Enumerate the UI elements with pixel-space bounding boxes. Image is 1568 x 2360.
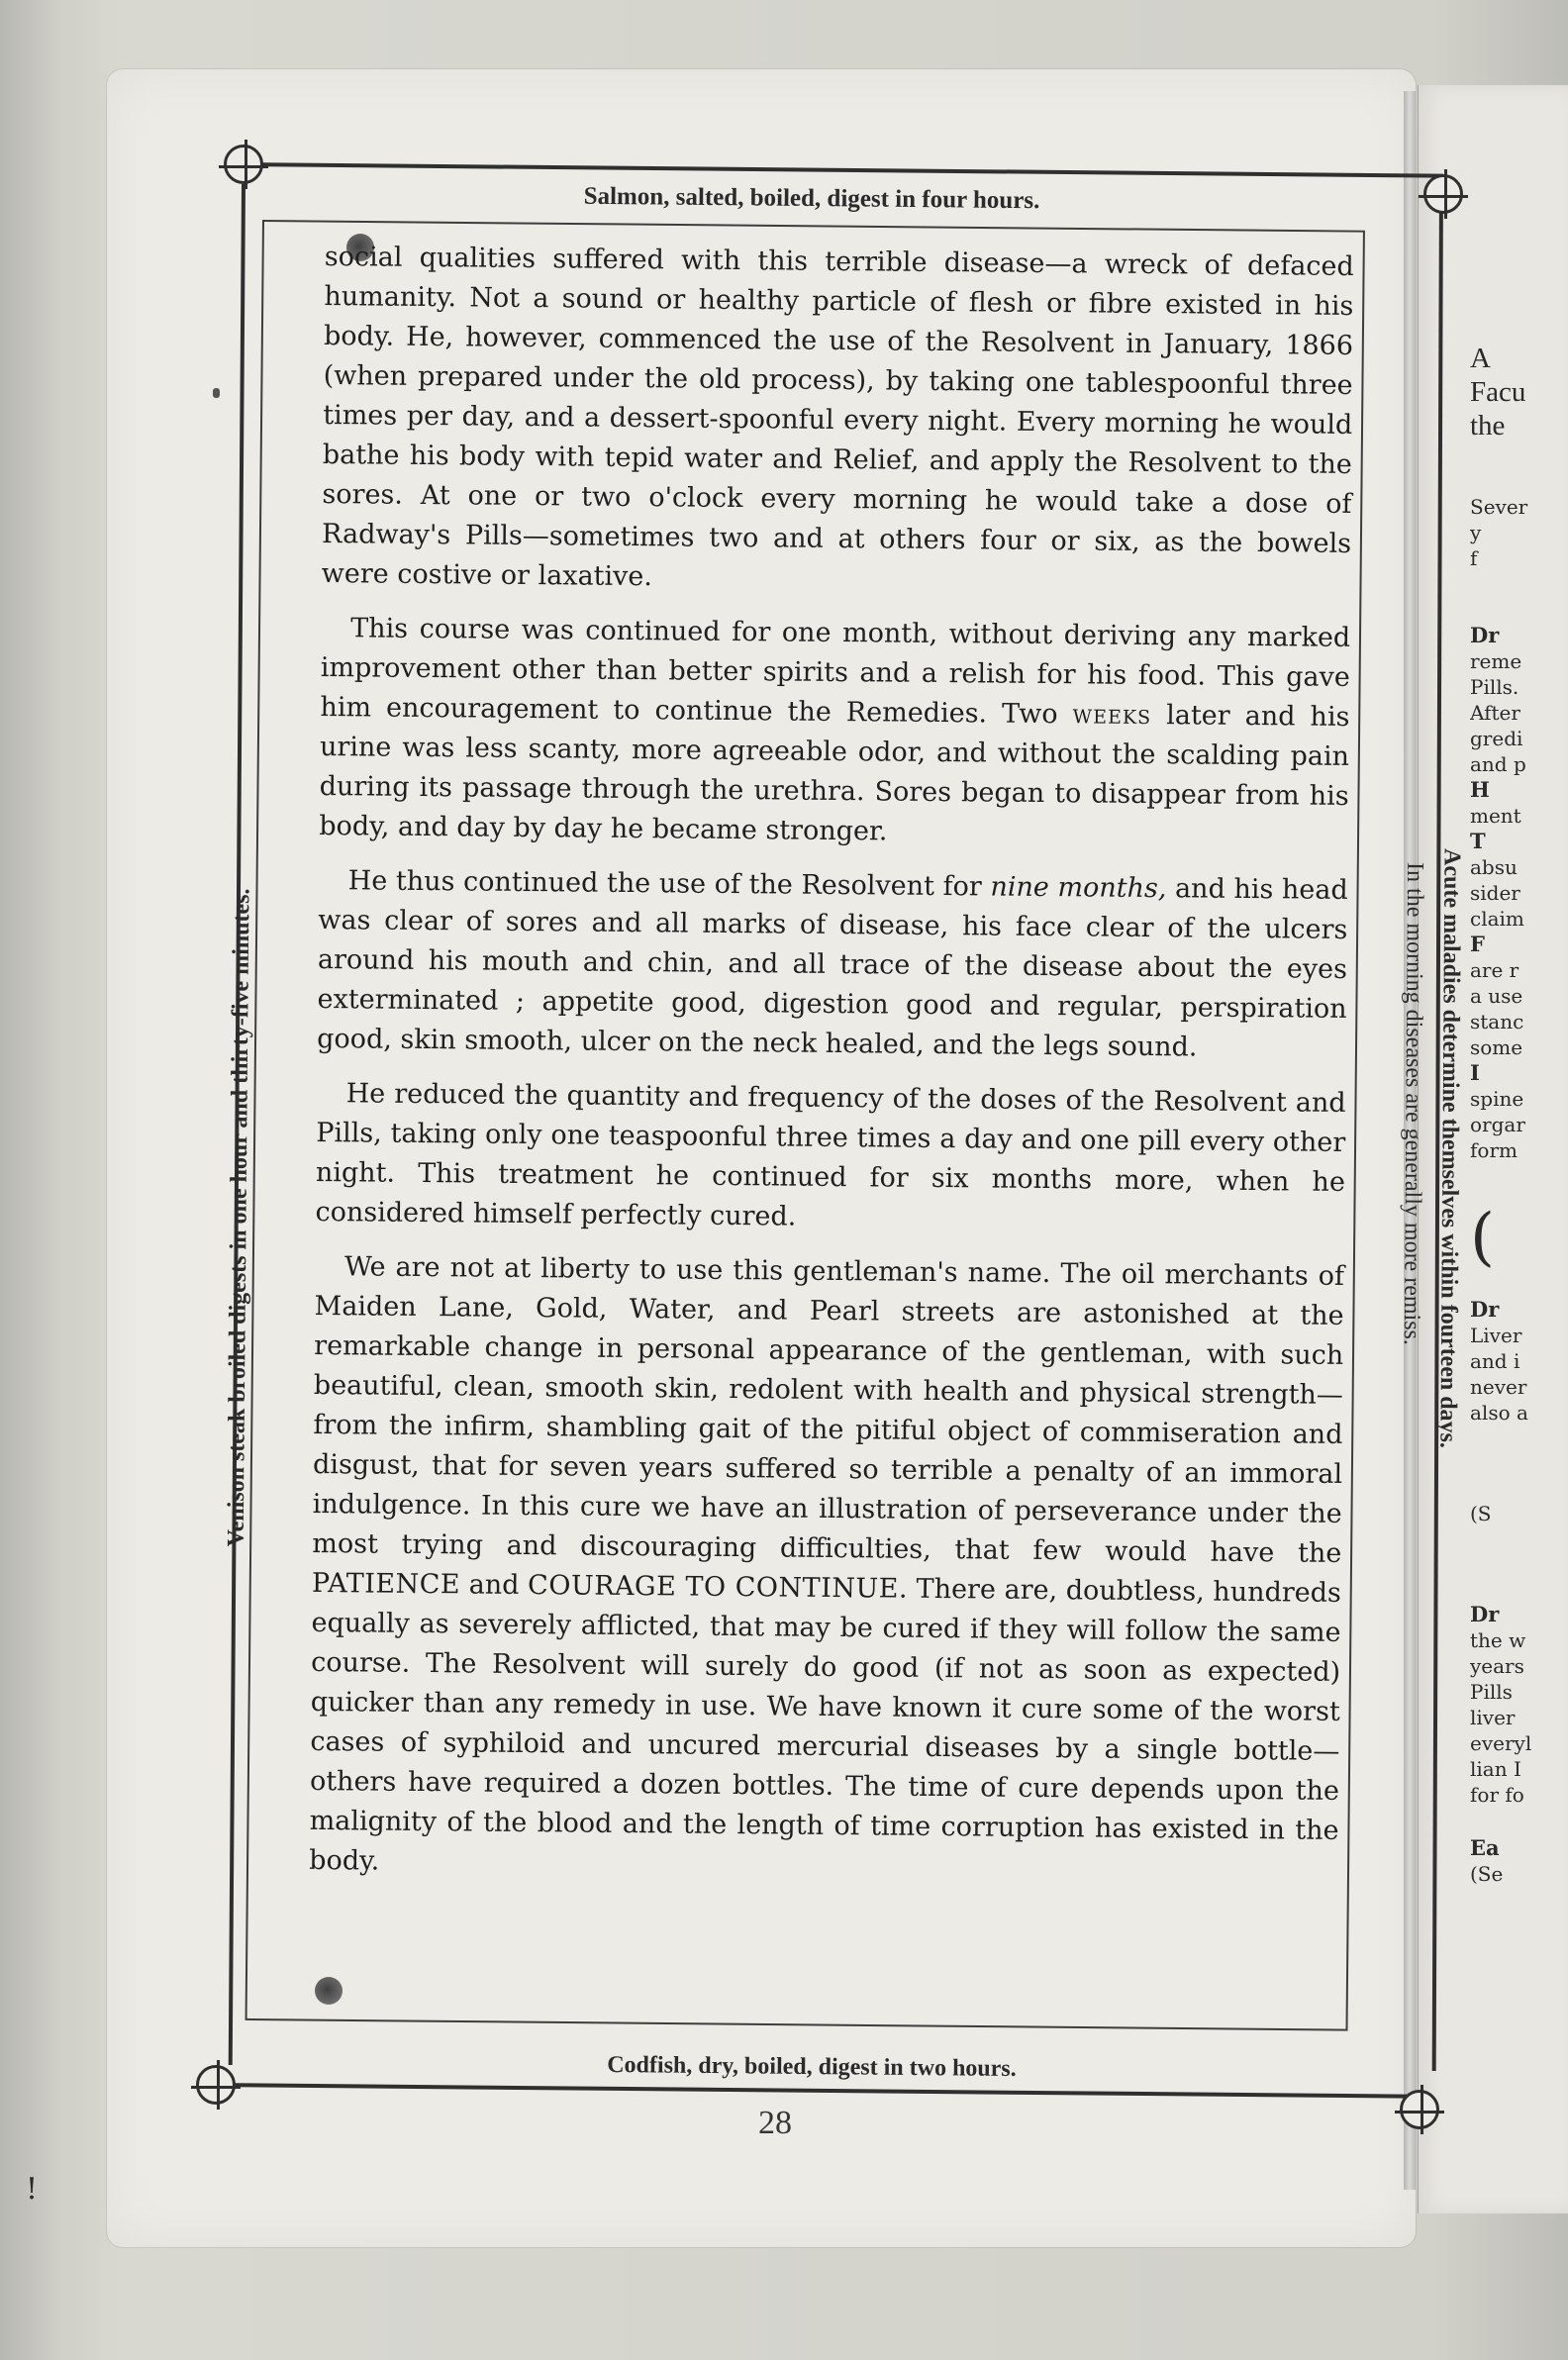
right-fragment-line-41: lian I: [1470, 1757, 1521, 1781]
right-fragment-line-36: the w: [1470, 1628, 1526, 1652]
left-edge-mark: !: [26, 2172, 39, 2207]
left-margin-text: Venison steak broiled digests in one hour and thirty-five minutes.: [223, 888, 255, 1547]
right-fragment-line-42: for fo: [1470, 1783, 1524, 1807]
dust-mark: [213, 388, 220, 398]
corner-ornament-top-left: [224, 145, 263, 184]
corner-ornament-top-right: [1423, 174, 1463, 214]
right-fragment-line-14: ment: [1470, 804, 1521, 828]
right-fragment-line-26: orgar: [1470, 1113, 1525, 1136]
ink-blot-bottom: [315, 1977, 343, 2005]
right-fragment-line-29: Dr: [1470, 1297, 1500, 1322]
right-fragment-line-22: stanc: [1470, 1010, 1524, 1033]
right-fragment-line-32: never: [1470, 1375, 1527, 1399]
paragraph-2-part-a: This course was continued for one month, without deriving any marked improvement other than better spirits and a relish for his food. This gave him encouragement to continue the Remedies. Two: [320, 613, 1351, 731]
paragraph-2-part-b: later and his urine was less scanty, more agreeable odor, and without the scalding pain during its passage through the urethra. Sores began to disappear from his body, and day by day he became stronger.: [319, 700, 1350, 847]
right-fragment-line-28: (: [1470, 1203, 1495, 1272]
right-fragment-line-2: Facu: [1470, 376, 1526, 408]
paragraph-3-part-b: and his head was clear of sores and all marks of disease, his face clear of the ulcers around his mouth and chin, and all trace of the disease about the eyes exterminated ; appetite good, digestion good and regular, perspiration good, skin smooth, ulcer on the neck healed, and the legs sound.: [317, 873, 1348, 1063]
right-fragment-line-20: are r: [1470, 958, 1519, 982]
right-fragment-line-33: also a: [1470, 1401, 1528, 1425]
right-fragment-line-18: claim: [1470, 907, 1524, 931]
paragraph-2: [319, 609, 1350, 856]
right-fragment-line-23: some: [1470, 1035, 1523, 1059]
right-fragment-gap: [1470, 1426, 1567, 1501]
corner-ornament-bottom-left: [196, 2065, 236, 2105]
right-fragment-line-39: liver: [1470, 1706, 1516, 1729]
right-fragment-line-24: I: [1470, 1060, 1480, 1085]
paragraph-5-part-a: We are not at liberty to use this gentleman's name. The oil merchants of Maiden Lane, Gold, Water, and Pearl streets are astonished at the remarkable change in personal appearance of the gentleman, with such beautiful, clean, smooth skin, redolent with health and physical strength—from the infirm, shambling gait of the pitiful object of commiseration and disgust, that for seven years suffered so terrible a penalty of an immoral indulgence. In this cure we have an illustration of perseverance under the most trying and discouraging difficulties, that few would have the: [312, 1251, 1345, 1569]
right-fragment-gap: [1470, 1808, 1567, 1835]
right-fragment-line-4: Sever: [1470, 495, 1528, 519]
right-fragment-line-15: T: [1470, 829, 1486, 853]
right-fragment-line-35: Dr: [1470, 1602, 1500, 1626]
right-fragment-gap: [1470, 442, 1567, 494]
right-fragment-line-38: Pills: [1470, 1680, 1513, 1704]
paragraph-5-and: and: [468, 1569, 520, 1601]
right-fragment-line-13: H: [1470, 777, 1490, 802]
page-number: 28: [758, 2105, 792, 2141]
right-fragment-line-1: A: [1470, 343, 1491, 374]
right-fragment-line-37: years: [1470, 1654, 1524, 1678]
right-fragment-line-30: Liver: [1470, 1324, 1522, 1347]
paragraph-3-italic: nine months,: [990, 871, 1167, 905]
right-margin-text-bold: Acute maladies determine themselves within fourteen days.: [1434, 847, 1465, 1449]
right-fragment-line-9: Pills.: [1470, 675, 1519, 699]
right-margin-text: In the morning diseases are generally more remiss.: [1398, 861, 1428, 1346]
right-fragment-line-27: form: [1470, 1138, 1518, 1162]
paragraph-3-part-a: He thus continued the use of the Resolvent for: [347, 865, 982, 903]
paragraph-5-part-b: There are, doubtless, hundreds equally as severely afflicted, that may be cured if they will follow the same course. The Resolvent will surely do good (if not as soon as expected) quicker than any remedy in use. We have known it cure some of the worst cases of syphiloid and uncured mercurial diseases by a single bottle—others have required a dozen bottles. The time of cure depends upon the malignity of the blood and the length of time corruption has existed in the body.: [309, 1573, 1342, 1877]
corner-ornament-bottom-right: [1400, 2090, 1439, 2129]
running-foot: Codfish, dry, boiled, digest in two hours.: [607, 2052, 1017, 2082]
right-fragment-line-12: and p: [1470, 752, 1526, 776]
right-fragment-line-7: Dr: [1470, 623, 1500, 647]
right-fragment-line-16: absu: [1470, 855, 1518, 879]
right-fragment-line-11: gredi: [1470, 727, 1523, 750]
right-fragment-line-17: sider: [1470, 881, 1520, 905]
right-fragment-line-19: F: [1470, 932, 1485, 956]
paragraph-5: [309, 1247, 1344, 1891]
right-fragment-line-25: spine: [1470, 1087, 1524, 1111]
paragraph-5-patience: PATIENCE: [311, 1567, 461, 1601]
paragraph-5-courage: COURAGE TO CONTINUE.: [527, 1570, 909, 1605]
right-fragment-line-21: a use: [1470, 984, 1523, 1008]
right-fragment-gap: [1470, 571, 1567, 623]
right-page-fragment: [1470, 342, 1567, 1887]
paragraph-1: social qualities suffered with this terrible disease—a wreck of defaced humanity. Not a sound or healthy particle of flesh or fibre existed in his body. He, however, commenced the use of the Resolvent in January, 1866 (when prepared under the old process), by taking one tablespoonful three times per day, and a dessert-spoonful every night. Every morning he would bathe his body with tepid water and Relief, and apply the Resolvent to the sores. At one or two o'clock every morning he would take a dose of Radway's Pills—sometimes two and at others four or six, as the bowels were costive or laxative.: [321, 241, 1354, 593]
right-fragment-line-10: After: [1470, 701, 1520, 725]
paragraph-3: [317, 861, 1348, 1069]
paragraph-4: He reduced the quantity and frequency of the doses of the Resolvent and Pills, taking only one teaspoonful three times a day and one pill every other night. This treatment he continued for six months more, when he considered himself perfectly cured.: [315, 1078, 1346, 1232]
running-head: Salmon, salted, boiled, digest in four hours.: [583, 182, 1040, 215]
right-fragment-line-40: everyl: [1470, 1731, 1532, 1755]
right-fragment-line-34: (S: [1470, 1502, 1492, 1525]
right-fragment-line-31: and i: [1470, 1349, 1520, 1373]
right-fragment-line-8: reme: [1470, 649, 1522, 673]
paragraph-2-smallcaps: weeks: [1072, 699, 1152, 732]
right-fragment-line-6: f: [1470, 546, 1478, 570]
right-fragment-gap: [1470, 1526, 1567, 1602]
right-fragment-line-43: Ea: [1470, 1835, 1500, 1860]
right-fragment-line-44: (Se: [1470, 1862, 1504, 1886]
right-fragment-line-5: y: [1470, 521, 1482, 544]
right-fragment-line-3: the: [1470, 410, 1506, 442]
main-text-block: [309, 238, 1354, 1906]
